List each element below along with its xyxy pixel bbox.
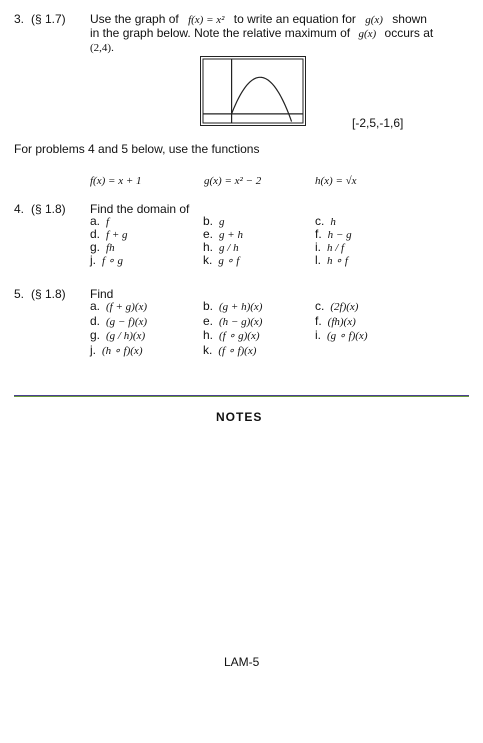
functions-intro: For problems 4 and 5 below, use the functions — [14, 142, 260, 156]
problem-3-text-c: shown — [392, 12, 427, 26]
problem-5-item — [90, 300, 147, 314]
problem-5-item-label: g. — [90, 328, 101, 342]
problem-5-item — [90, 315, 147, 329]
problem-4-item-expression: g / h — [219, 242, 239, 254]
problem-4-item-expression: f + g — [106, 229, 128, 241]
g-of-x-2: g(x) — [358, 28, 377, 40]
problem-4-item-expression: h ∘ f — [327, 255, 348, 267]
problem-5-item — [90, 329, 145, 343]
problem-4-item — [90, 254, 123, 268]
problem-5-item-label: k. — [203, 342, 213, 357]
problem-3-section: (§ 1.7) — [31, 12, 66, 26]
problem-5-item-label: b. — [203, 299, 214, 313]
problem-5-item-label: d. — [90, 313, 101, 328]
maximum-point: (2,4). — [90, 42, 114, 54]
problem-5-item-expression: (h ∘ f)(x) — [102, 344, 143, 357]
problem-5-item-expression: (f ∘ f)(x) — [218, 344, 257, 357]
problem-4-item — [315, 254, 348, 268]
problem-4-item-label: i. — [315, 240, 321, 254]
problem-5-item-expression: (g + h)(x) — [219, 301, 263, 313]
problem-5-item — [315, 315, 356, 329]
problem-5-section: (§ 1.8) — [31, 287, 66, 301]
function-h: h(x) = √x — [315, 175, 357, 187]
problem-5-prompt: Find — [90, 287, 114, 301]
problem-5-item-label: c. — [315, 299, 325, 313]
problem-4-item-expression: h − g — [327, 229, 352, 241]
problem-5-item-expression: (h − g)(x) — [219, 315, 263, 328]
problem-3-text-e: occurs at — [384, 26, 434, 40]
problem-5-item-expression: (f ∘ g)(x) — [219, 330, 260, 342]
problem-4-item — [203, 254, 239, 268]
problem-4-item-label: e. — [203, 227, 214, 241]
calculator-graph — [200, 56, 306, 126]
problem-4-item-label: c. — [315, 214, 325, 228]
problem-5-item-expression: (g − f)(x) — [106, 315, 148, 328]
problem-3-line-1 — [90, 12, 427, 27]
problem-5-item-expression: (fh)(x) — [327, 315, 356, 328]
problem-5-item-label: i. — [315, 328, 321, 342]
problem-5-item — [203, 329, 260, 343]
problem-4-item-label: l. — [315, 253, 321, 267]
problem-3-text-a: Use the graph of — [90, 12, 179, 26]
problem-5-item-label: a. — [90, 299, 101, 313]
problem-3-number: 3. — [14, 12, 25, 26]
problem-5-item — [203, 344, 256, 358]
problem-4-item-label: b. — [203, 214, 214, 228]
problem-4-item-label: j. — [90, 253, 96, 267]
problem-5-item-label: j. — [90, 342, 96, 357]
problem-3-text-b: to write an equation for — [233, 12, 356, 26]
problem-4-item-expression: f — [106, 216, 110, 228]
problem-5-item-label: e. — [203, 313, 214, 328]
problem-4-item-expression: h — [330, 216, 336, 228]
problem-4-item-label: k. — [203, 253, 213, 267]
problem-5-item — [315, 300, 358, 314]
problem-5-item — [203, 315, 262, 329]
function-g: g(x) = x² − 2 — [204, 175, 262, 187]
g-of-x: g(x) — [365, 14, 383, 26]
problem-4-item-label: f. — [315, 227, 322, 241]
problem-4-item-expression: g ∘ f — [218, 255, 240, 267]
notes-heading: NOTES — [216, 410, 263, 424]
problem-5-item — [90, 344, 142, 358]
section-divider — [14, 395, 469, 397]
problem-4-item-expression: g + h — [219, 229, 243, 241]
problem-5-number: 5. — [14, 287, 25, 301]
problem-4-number: 4. — [14, 202, 25, 216]
page-footer: LAM-5 — [224, 655, 260, 669]
problem-4-item-expression: g — [219, 216, 225, 228]
function-f: f(x) = x + 1 — [90, 175, 142, 187]
problem-5-item-expression: (2f)(x) — [330, 301, 359, 313]
problem-4-prompt: Find the domain of — [90, 202, 190, 216]
problem-4-item-label: d. — [90, 227, 101, 241]
problem-5-item — [203, 300, 262, 314]
problem-5-item-expression: (f + g)(x) — [106, 301, 148, 313]
problem-3-text-d: in the graph below. Note the relative maximum of — [90, 26, 351, 40]
problem-4-section: (§ 1.8) — [31, 202, 66, 216]
problem-5-item — [315, 329, 367, 343]
graph-window: [-2,5,-1,6] — [352, 116, 404, 130]
problem-4-item-expression: fh — [106, 242, 115, 254]
problem-4-item-expression: f ∘ g — [102, 255, 123, 267]
problem-5-item-label: f. — [315, 313, 322, 328]
problem-5-item-label: h. — [203, 328, 214, 342]
problem-5-item-expression: (g / h)(x) — [106, 330, 146, 342]
problem-5-item-expression: (g ∘ f)(x) — [327, 330, 368, 342]
problem-4-item-label: a. — [90, 214, 101, 228]
problem-3-line-2 — [90, 26, 433, 41]
problem-4-item-label: g. — [90, 240, 101, 254]
problem-4-item-expression: h / f — [327, 242, 345, 254]
problem-4-item-label: h. — [203, 240, 214, 254]
f-definition: f(x) = x² — [188, 14, 225, 26]
